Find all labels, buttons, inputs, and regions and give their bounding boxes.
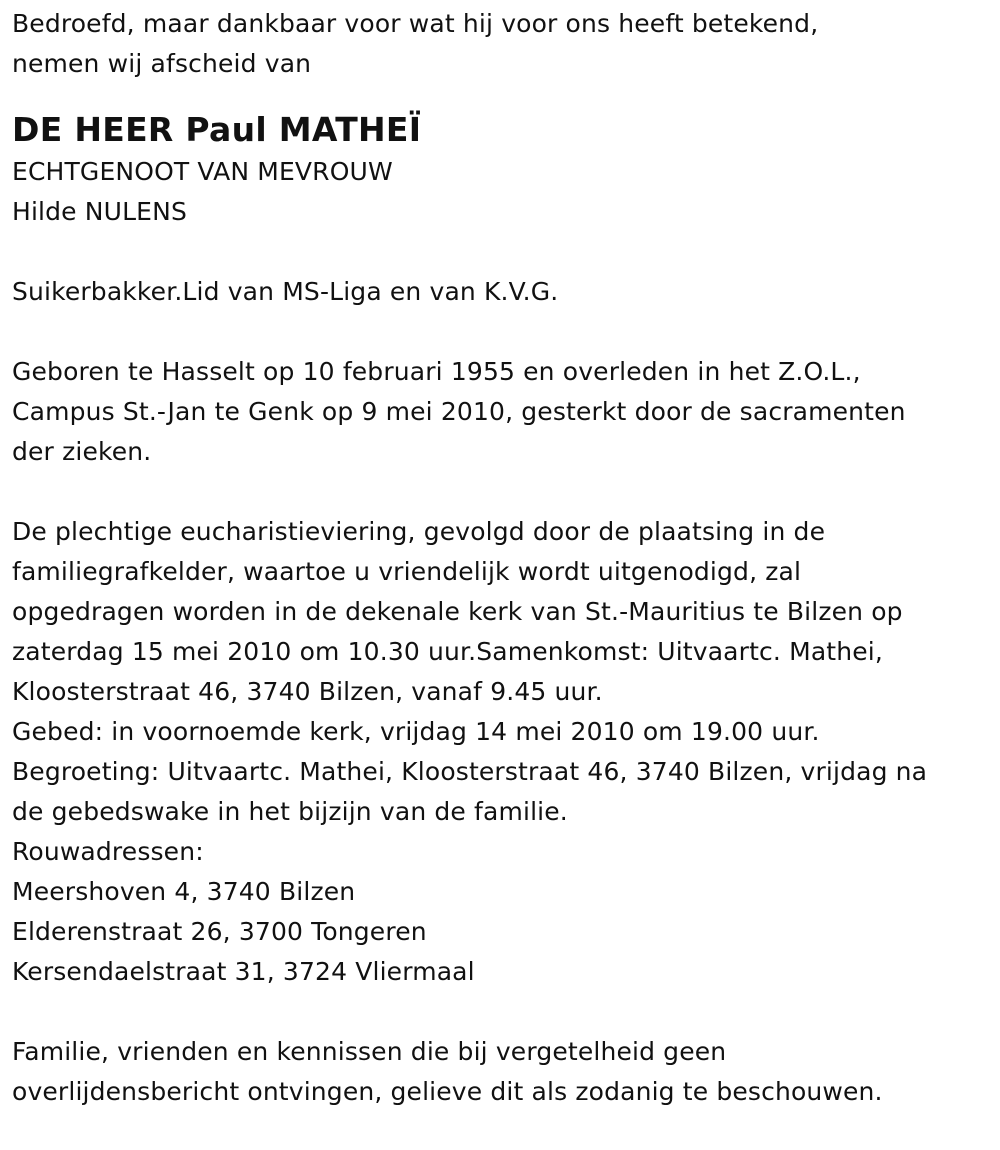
paragraph-spacer: [12, 232, 987, 272]
birth-death-line: Geboren te Hasselt op 10 februari 1955 en overleden in het Z.O.L.,: [12, 357, 861, 386]
ceremony-line: Begroeting: Uitvaartc. Mathei, Kloosterstraat 46, 3740 Bilzen, vrijdag na: [12, 757, 928, 786]
addresses-label: Rouwadressen:: [12, 837, 204, 866]
birth-death-line: Campus St.-Jan te Genk op 9 mei 2010, gesterkt door de sacramenten: [12, 397, 906, 426]
intro-line: Bedroefd, maar dankbaar voor wat hij voor ons heeft betekend,: [12, 9, 819, 38]
ceremony-line: Kloosterstraat 46, 3740 Bilzen, vanaf 9.45 uur.: [12, 677, 603, 706]
address-line: Meershoven 4, 3740 Bilzen: [12, 877, 356, 906]
ceremony-line: Gebed: in voornoemde kerk, vrijdag 14 mei 2010 om 19.00 uur.: [12, 717, 820, 746]
paragraph-spacer: [12, 992, 987, 1032]
birth-death-line: der zieken.: [12, 437, 152, 466]
ceremony-line: De plechtige eucharistieviering, gevolgd door de plaatsing in de: [12, 517, 826, 546]
ceremony-line: de gebedswake in het bijzijn van de familie.: [12, 797, 568, 826]
paragraph-spacer: [12, 472, 987, 512]
spouse-line: ECHTGENOOT VAN MEVROUW: [12, 157, 393, 186]
intro-line: nemen wij afscheid van: [12, 49, 312, 78]
closing-line: Familie, vrienden en kennissen die bij vergetelheid geen: [12, 1037, 727, 1066]
ceremony-line: familiegrafkelder, waartoe u vriendelijk wordt uitgenodigd, zal: [12, 557, 802, 586]
obituary-notice: [12, 4, 987, 1112]
closing-line: overlijdensbericht ontvingen, gelieve dit als zodanig te beschouwen.: [12, 1077, 883, 1106]
deceased-name: DE HEER Paul MATHEÏ: [12, 110, 422, 149]
paragraph-spacer: [12, 312, 987, 352]
address-line: Kersendaelstraat 31, 3724 Vliermaal: [12, 957, 475, 986]
ceremony-line: zaterdag 15 mei 2010 om 10.30 uur.Samenkomst: Uitvaartc. Mathei,: [12, 637, 883, 666]
ceremony-line: opgedragen worden in de dekenale kerk van St.-Mauritius te Bilzen op: [12, 597, 903, 626]
occupation-line: Suikerbakker.Lid van MS-Liga en van K.V.G.: [12, 277, 559, 306]
spouse-line: Hilde NULENS: [12, 197, 187, 226]
address-line: Elderenstraat 26, 3700 Tongeren: [12, 917, 427, 946]
